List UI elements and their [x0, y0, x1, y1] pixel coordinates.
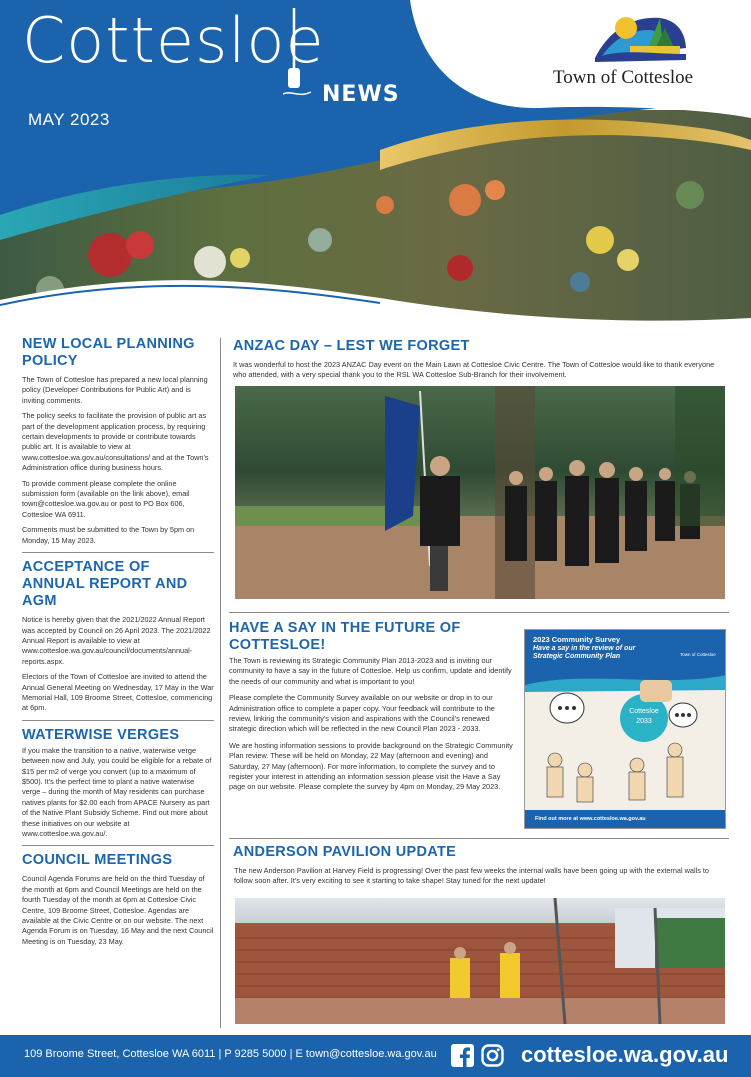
town-name: Town of Cottesloe: [553, 67, 694, 88]
paragraph: The policy seeks to facilitate the provision of public art as part of the development application process, by requiring certain developments to provide or contribute towards public art. It is available to view at www.cottesloe.wa.gov.au/consultations/ and at the Town's Administration office during business hours.: [22, 411, 209, 473]
annual-report-section: [22, 559, 214, 721]
section-title: ACCEPTANCE OF ANNUAL REPORT AND AGM: [22, 559, 188, 610]
issue-date: MAY 2023: [28, 110, 110, 129]
masthead-news-label: NEWS: [322, 82, 400, 107]
section-divider: [229, 838, 729, 839]
section-title: ANZAC DAY – LEST WE FORGET: [233, 338, 470, 354]
waterwise-verges-section: [22, 727, 214, 847]
paragraph: The Town of Cottesloe has prepared a new local planning policy (Developer Contributions for Public Art) and is inviting comments.: [22, 375, 208, 405]
paragraph: To provide comment please complete the online submission form (available on the link above), email town@cottesloe.wa.gov.au or post to PO Box 606, Cottesloe WA 6911.: [22, 478, 190, 519]
facebook-icon[interactable]: [451, 1044, 474, 1067]
column-divider: [220, 338, 221, 1028]
local-planning-policy-section: [22, 332, 214, 553]
paragraph: The new Anderson Pavilion at Harvey Field is progressing! Over the past few weeks the internal walls have been going up with the external walls to follow soon after. It's very exciting to see it starting to take shape! Stay tuned for the next update!: [234, 866, 709, 886]
survey-logo-text: Town of Cottesloe: [680, 652, 716, 657]
paragraph: Comments must be submitted to the Town by 5pm on Monday, 15 May 2023.: [22, 525, 195, 545]
section-title: ANDERSON PAVILION UPDATE: [233, 844, 457, 860]
survey-footer-text: Find out more at www.cottesloe.wa.gov.au: [535, 816, 646, 822]
paragraph: The Town is reviewing its Strategic Community Plan 2013-2023 and is inviting our community to have a say in the future of Cottesloe. Help us confirm, update and identify the needs of our community and what is important to you!: [229, 656, 512, 686]
section-title: COUNCIL MEETINGS: [22, 852, 173, 869]
survey-subheading: Have a say in the review of our Strategic Community Plan: [533, 645, 636, 660]
section-title: WATERWISE VERGES: [22, 726, 180, 743]
paragraph: Council Agenda Forums are held on the third Tuesday of the month at 6pm and Council Meetings are held on the fourth Tuesday of the month at 6pm at Cottesloe Civic Centre, 109 Broome Street, Cottesloe. Agendas are available at the Civic Centre or on our website. The next Agenda Forum is on Tuesday, 16 May and the next Council Meeting is on Tuesday, 23 May.: [22, 874, 214, 946]
paragraph: Electors of the Town of Cottesloe are invited to attend the Annual General Meeting on Wednesday, 17 May in the War Memorial Hall, 109 Broome Street, Cottesloe, commencing at 6pm.: [22, 672, 214, 713]
instagram-icon[interactable]: [481, 1044, 504, 1067]
paragraph: It was wonderful to host the 2023 ANZAC Day event on the Main Lawn at Cottesloe Civic Centre. The Town of Cottesloe would like to thank everyone who attended, with a very special thank you to the RSL WA Cottesloe Sub-Branch for their involvement.: [233, 360, 715, 380]
survey-heading: 2023 Community Survey: [533, 635, 621, 644]
paragraph: Notice is hereby given that the 2021/2022 Annual Report was accepted by Council on 26 April 2023. The 2021/2022 Annual Report is available to view at www.cottesloe.wa.gov.au/council/documents/annual-reports.aspx.: [22, 615, 211, 666]
paragraph: Please complete the Community Survey available on our website or drop in to our Administration office to complete a paper copy. Your feedback will contribute to the review, linking the community's vision and aspirations with the Council's renewed strategic direction which will be reflected in the new Council Plan 2023 - 2033.: [229, 693, 495, 734]
masthead-title: Cottesloe: [22, 4, 325, 77]
left-column: [22, 332, 214, 1030]
survey-badge-year: 2033: [636, 718, 652, 725]
pavilion-construction-photo: [235, 898, 725, 1024]
footer-bar: [0, 1035, 751, 1077]
paragraph: We are hosting information sessions to provide background on the Strategic Community Plan review. These will be held on Monday, 22 May (afternoon and evening) and Saturday, 27 May (afternoon). For more information, to complete the survey and to register your interest in attending an information session please visit the Have a Say page on our website. Please complete the survey by 4pm on Monday, 29 May 2023.: [229, 740, 513, 792]
survey-badge-name: Cottesloe: [629, 708, 659, 715]
section-title: NEW LOCAL PLANNING POLICY: [22, 336, 195, 369]
paragraph: If you make the transition to a native, waterwise verge between now and July, you could be eligible for a rebate of $15 per m2 of verge you convert (up to a maximum of $500). It's the perfect time to plant a native waterwise verge – during the month of May residents can purchase natives plants for $2.00 each from APACE Nursery as part of the Native Plant Subsidy Scheme. Find out more about these initiatives on our website at www.cottesloe.wa.gov.au/.: [22, 745, 212, 838]
anzac-day-section: [229, 332, 729, 381]
anzac-parade-photo: [235, 386, 725, 599]
contact-details: 109 Broome Street, Cottesloe WA 6011 | P 9285 5000 | E town@cottesloe.wa.gov.au: [24, 1048, 437, 1060]
community-survey-poster: [524, 629, 726, 829]
website-link[interactable]: cottesloe.wa.gov.au: [521, 1042, 729, 1067]
council-meetings-section: [22, 852, 214, 953]
masthead: [0, 0, 751, 335]
section-title: HAVE A SAY IN THE FUTURE OF COTTESLOE!: [229, 620, 461, 653]
town-logo-icon: [590, 8, 688, 66]
section-divider: [229, 612, 729, 613]
anderson-pavilion-section: [229, 844, 729, 887]
have-a-say-section: [229, 620, 514, 793]
